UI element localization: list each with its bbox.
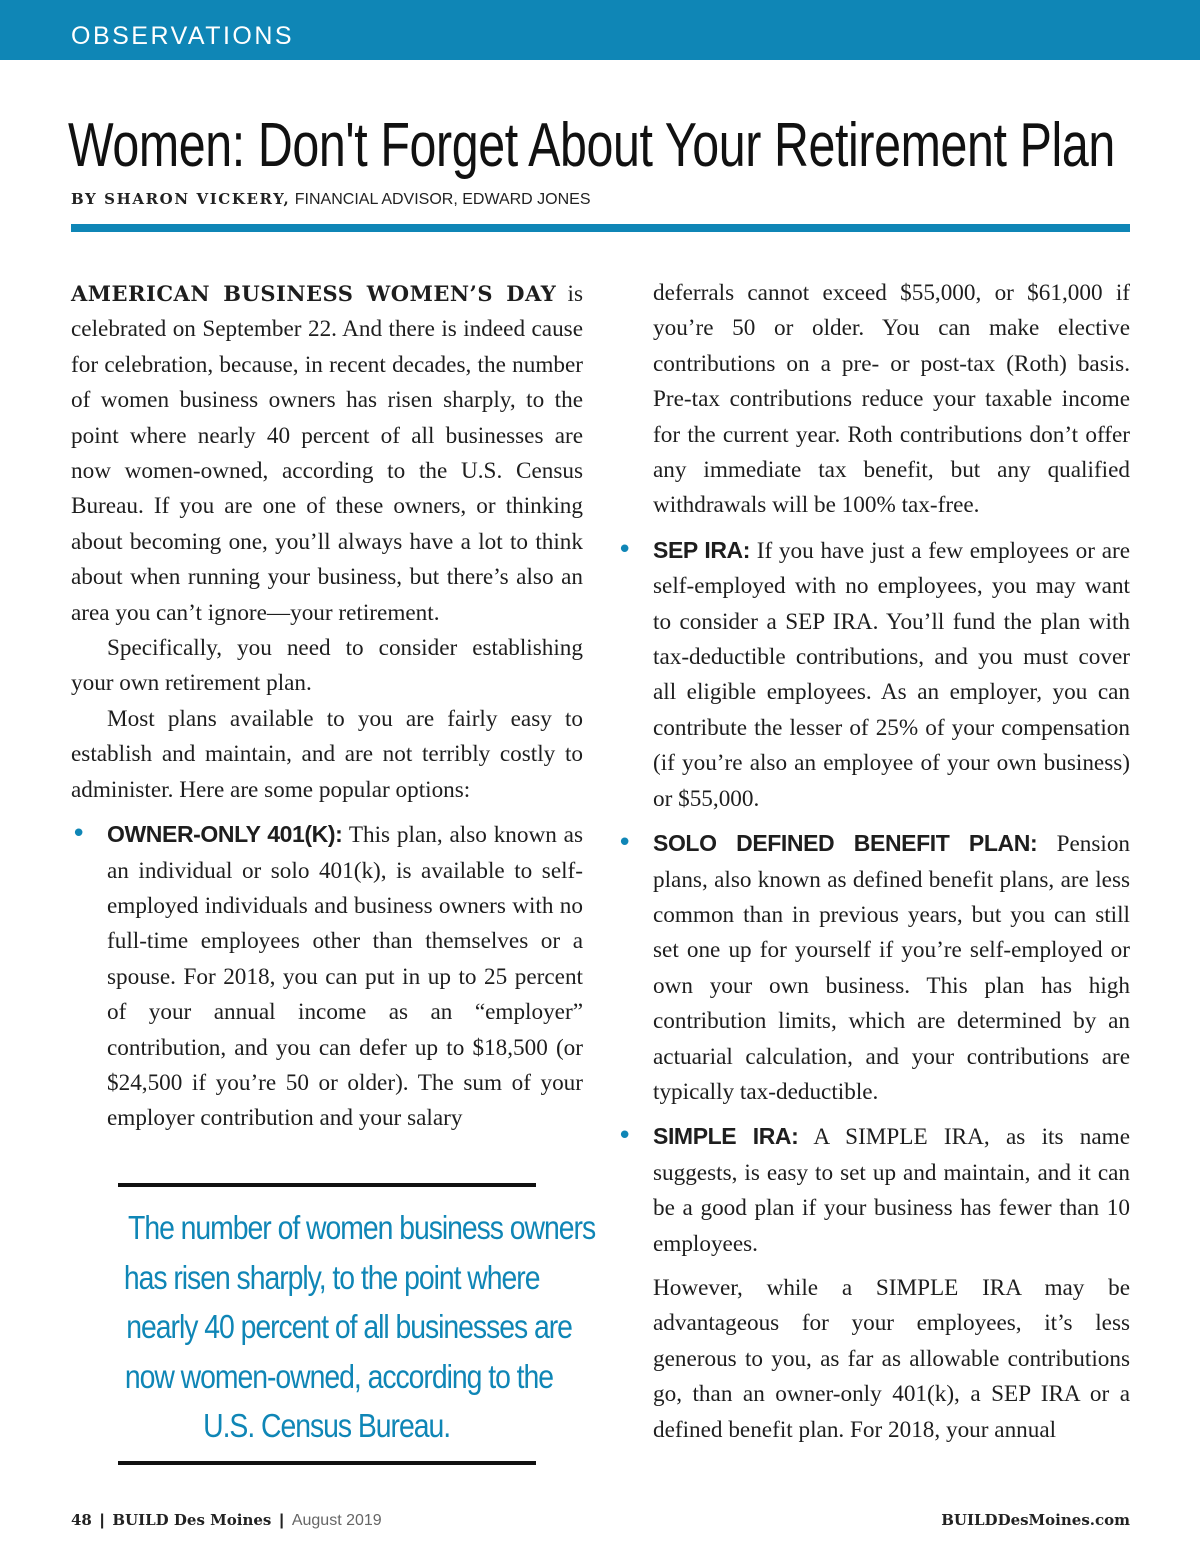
issue-date: August 2019 [291, 1512, 382, 1529]
bullet-icon: • [617, 534, 633, 565]
intro-paragraph [71, 276, 583, 631]
intro-lead: AMERICAN BUSINESS WOMEN’S DAY [71, 281, 557, 306]
however-paragraph: However, while a SIMPLE IRA may be advantageous for your employees, it’s less generous to you, as far as allowable contributions go, than an owner-only 401(k), a SEP IRA or a defined benefit plan. For 2018, your annual [653, 1274, 1130, 1443]
footer-website[interactable]: BUILDDesMoines.com [941, 1511, 1130, 1529]
byline [71, 188, 591, 211]
solo-defined-benefit-text: Pension plans, also known as defined benefit plans, are less common than in previous years, but you can still set one up for yourself if you’re self-employed or own your own business. This plan has high contribution limits, which are determined by an actuarial calculation, and your contributions are typically tax-deductible. [653, 831, 1131, 1105]
sep-ira-text: If you have just a few employees or are self-employed with no employees, you may want to consider a SEP IRA. You’ll fund the plan with tax-deductible contributions, and you must cover all eligible employees. As an employer, you can contribute the lesser of 25% of your compensation (if you’re also an employee of your own business) or $55,000. [653, 537, 1130, 812]
list-item-solo-defined-benefit [617, 826, 1131, 1110]
list-item-owner-only-401k [71, 817, 583, 1137]
bullet-icon: • [617, 1121, 633, 1152]
paragraph-3: Most plans available to you are fairly easy to establish and maintain, and are not terribly costly to administer. Here are some popular options: [71, 705, 583, 803]
owner-only-continued: deferrals cannot exceed $55,000, or $61,000 if you’re 50 or older. You can make elective contributions on a pre- or post-tax (Roth) basis. Pre-tax contributions reduce your taxable income for the current year. Roth contributions don’t offer any immediate tax benefit, but any qualified withdrawals will be 100% tax-free. [653, 280, 1130, 519]
bullet-icon: • [71, 819, 87, 850]
footer-separator: | [279, 1512, 284, 1529]
pullquote [90, 1203, 596, 1451]
list-item-simple-ira [617, 1119, 1130, 1262]
article-title: Women: Don't Forget About Your Retirement Plan [68, 111, 1115, 180]
solo-defined-benefit-term: SOLO DEFINED BENEFIT PLAN: [653, 830, 1038, 857]
intro-text: is celebrated on September 22. And there is indeed cause for celebration, because, in recent decades, the number of women business owners has risen sharply, to the point where nearly 40 percent of all businesses are now women-owned, according to the U.S. Census Bureau. If you are one of these owners, or thinking about becoming one, you’ll always have a lot to think about when running your business, but there’s also an area you can’t ignore—your retirement. [71, 281, 583, 626]
pullquote-line: U.S. Census Bureau. [203, 1407, 451, 1444]
page-number: 48 [71, 1511, 92, 1529]
section-header-bar [0, 0, 1200, 60]
simple-ira-text: A SIMPLE IRA, as its name suggests, is easy to set up and maintain, and it can be a good plan if your business has fewer than 10 employees. [653, 1124, 1130, 1257]
byline-author: BY SHARON VICKERY, [71, 190, 291, 208]
pullquote-line: has risen sharply, to the point where [123, 1258, 540, 1296]
title-divider [71, 224, 1130, 232]
byline-role: FINANCIAL ADVISOR, EDWARD JONES [290, 191, 591, 208]
pullquote-line: The number of women business owners [128, 1209, 596, 1246]
sep-ira-term: SEP IRA: [653, 536, 751, 563]
pullquote-bottom-rule [118, 1461, 536, 1465]
bullet-icon: • [617, 828, 633, 859]
pullquote-line: nearly 40 percent of all businesses are [126, 1308, 572, 1345]
pullquote-top-rule [118, 1183, 536, 1187]
right-column [617, 276, 1131, 1448]
owner-only-term: OWNER-ONLY 401(K): [107, 821, 343, 848]
owner-only-text: This plan, also known as an individual or solo 401(k), is available to self-employed individuals and business owners with no full-time employees other than themselves or a spouse. For 2018, you can put in up to 25 percent of your annual income as an “employer” contribution, and you can defer up to $18,500 (or $24,500 if you’re 50 or older). The sum of your employer contribution and your salary [107, 822, 583, 1132]
list-item-sep-ira [617, 533, 1130, 817]
simple-ira-term: SIMPLE IRA: [653, 1123, 799, 1150]
section-label: OBSERVATIONS [71, 22, 295, 50]
footer-separator: | [99, 1512, 105, 1529]
footer-folio [71, 1509, 382, 1532]
paragraph-2: Specifically, you need to consider establishing your own retirement plan. [71, 635, 583, 697]
pullquote-line: now women-owned, according to the [124, 1357, 554, 1395]
left-column [71, 276, 583, 1137]
publication-name: BUILD Des Moines [112, 1511, 272, 1529]
